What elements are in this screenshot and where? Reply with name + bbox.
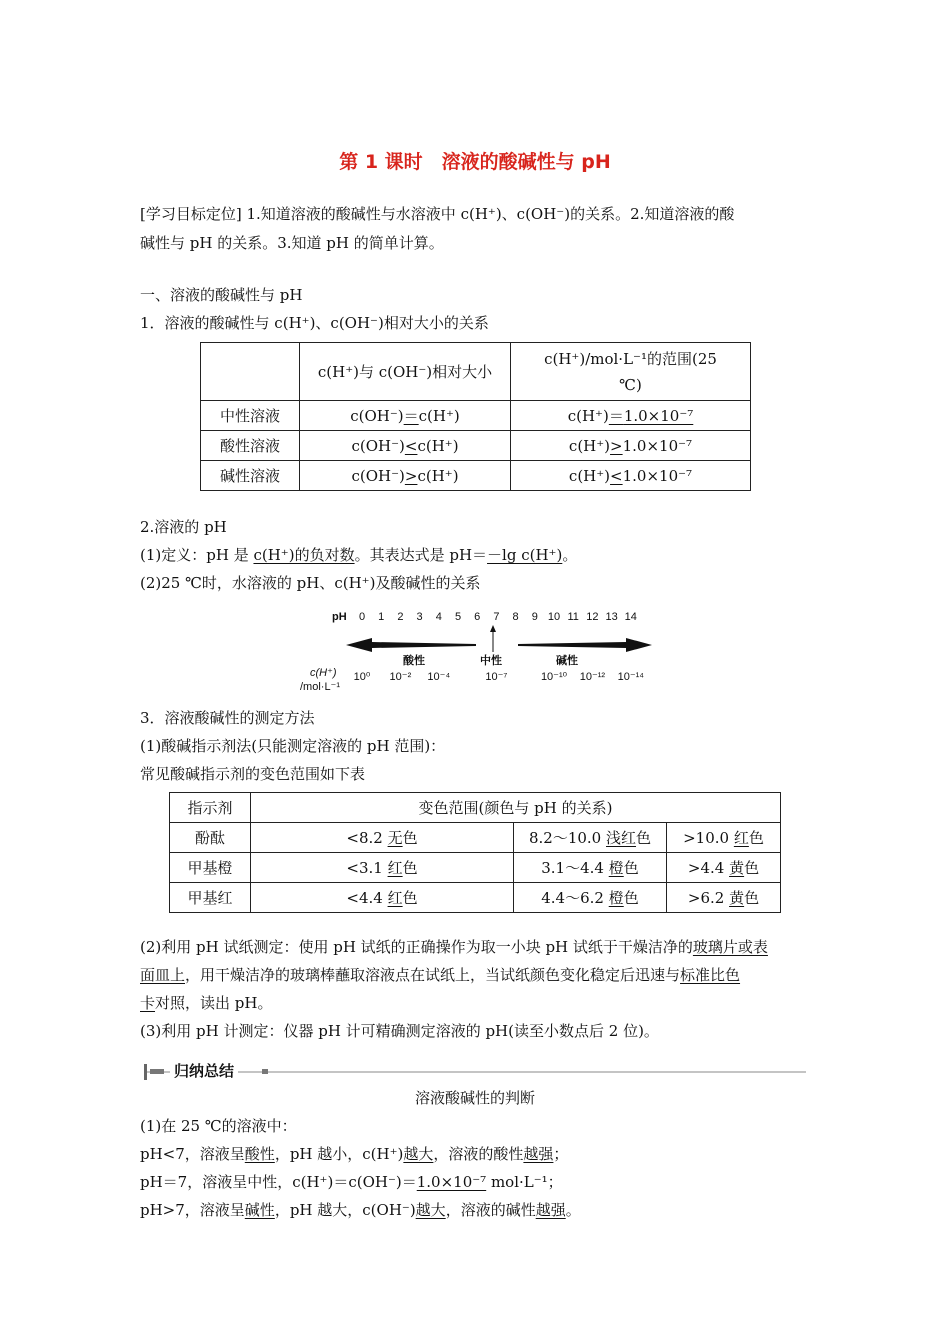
m2-answer-2a: 标准比色	[680, 966, 741, 984]
ph-tick-label: 13	[605, 611, 618, 623]
base-arrow	[518, 638, 652, 652]
row-range	[511, 461, 751, 491]
rng-left: c(H⁺)	[568, 436, 611, 455]
method-2-line-3	[140, 993, 272, 1013]
m2-text-c: 对照，读出 pH。	[155, 994, 273, 1012]
rel-op: >	[404, 466, 418, 485]
rng-right: 1.0×10⁻⁷	[622, 466, 693, 485]
range-high-value: >10.0	[683, 829, 734, 847]
objective-text-1: 1.知道溶液的酸碱性与水溶液中 c(H⁺)、c(OH⁻)的关系。2.知道溶液的酸	[241, 205, 735, 223]
range-high-suffix: 色	[748, 829, 764, 847]
range-mid-value: 4.4～6.2	[541, 889, 609, 907]
ph-tick-label: 9	[531, 611, 538, 623]
subheading-1: 1．溶液的酸碱性与 c(H⁺)、c(OH⁻)相对大小的关系	[140, 314, 489, 332]
summary-banner	[140, 1060, 810, 1082]
range-low-suffix: 色	[402, 889, 418, 907]
ph-tick-label: 5	[454, 611, 462, 623]
ch-tick-label: 10⁻¹⁰	[540, 671, 568, 683]
range-high-suffix: 色	[744, 859, 760, 877]
indicator-table	[169, 792, 781, 913]
def-answer-1: c(H⁺)的负对数	[253, 546, 355, 564]
row-name: 酸性溶液	[201, 431, 300, 461]
table-row	[170, 853, 781, 883]
banner-bar-left	[150, 1069, 164, 1074]
acid-arrow	[346, 638, 476, 652]
range-header-line-1: c(H⁺)/mol·L⁻¹的范围(25	[544, 349, 717, 368]
range-low	[251, 823, 514, 853]
range-mid	[514, 883, 667, 913]
l3-text-b: mol·L⁻¹；	[486, 1173, 563, 1191]
acid-label: 酸性	[403, 655, 425, 667]
ph-tick-label: 11	[567, 611, 579, 623]
m2-text-a: (2)利用 pH 试纸测定：使用 pH 试纸的正确操作为取一小块 pH 试纸于干燥洁净的	[140, 938, 693, 956]
range-mid-suffix: 色	[623, 859, 639, 877]
method-1: (1)酸碱指示剂法(只能测定溶液的 pH 范围)：	[140, 737, 446, 755]
neutral-label: 中性	[480, 655, 502, 667]
rel-op: ＝	[403, 407, 419, 425]
l2-answer-3: 越强	[523, 1145, 554, 1163]
l4-answer-3: 越强	[535, 1201, 566, 1219]
table-row	[170, 823, 781, 853]
summary-line-3	[140, 1172, 563, 1192]
banner-bar-right	[262, 1069, 268, 1074]
l3-text-a: pH＝7，溶液呈中性，c(H⁺)＝c(OH⁻)＝	[140, 1173, 417, 1191]
ph-tick-labels	[359, 611, 637, 623]
rel-left: c(OH⁻)	[351, 436, 405, 455]
l4-text-b: ，pH 越大，c(OH⁻)	[274, 1201, 416, 1219]
range-mid-color: 橙	[608, 889, 624, 907]
ch-tick-label: 10⁻¹²	[579, 671, 606, 683]
base-label: 碱性	[556, 655, 578, 667]
table-header-row	[201, 343, 751, 401]
objective-line-1	[140, 204, 734, 224]
rel-left: c(OH⁻)	[351, 466, 405, 485]
row-relation	[300, 431, 511, 461]
indicator-name: 甲基红	[170, 883, 251, 913]
subheading-3: 3．溶液酸碱性的测定方法	[140, 709, 315, 727]
banner-mark-left	[144, 1064, 147, 1080]
range-high-value: >4.4	[687, 859, 730, 877]
def-answer-2: －lg c(H⁺)	[487, 546, 563, 564]
def-text-c: 。	[562, 546, 578, 564]
ph-tick-label: 1	[378, 611, 385, 623]
ch-axis-label-2: /mol·L⁻¹	[300, 681, 341, 692]
rel-left: c(OH⁻)	[350, 407, 404, 425]
range-high-color: 黄	[729, 859, 745, 877]
l4-text-c: ，溶液的碱性	[445, 1201, 536, 1219]
range-high	[667, 823, 781, 853]
summary-title: 溶液酸碱性的判断	[414, 1089, 535, 1107]
method-2-line-1	[140, 937, 768, 957]
objective-label: [学习目标定位]	[140, 205, 242, 223]
table-header-range: 变色范围(颜色与 pH 的关系)	[251, 793, 781, 823]
ph-definition	[140, 545, 577, 565]
ch-axis-label-1: c(H⁺)	[310, 667, 337, 679]
range-low-color: 无	[387, 829, 403, 847]
range-high	[667, 883, 781, 913]
l2-text-d: ；	[553, 1145, 569, 1163]
m2-answer-1a: 玻璃片或表	[692, 938, 768, 956]
l4-text-d: 。	[565, 1201, 581, 1219]
ph-tick-label: 0	[358, 611, 366, 623]
ph-tick-label: 6	[474, 611, 481, 623]
def-text-b: 。其表达式是 pH＝	[354, 546, 488, 564]
table-header-row	[170, 793, 781, 823]
ch-tick-label: 10⁻²	[389, 671, 412, 683]
range-high-suffix: 色	[744, 889, 760, 907]
rng-right: 1.0×10⁻⁷	[623, 407, 694, 425]
ph-tick-label: 2	[397, 611, 404, 623]
range-high-value: >6.2	[687, 889, 730, 907]
range-mid-suffix: 色	[636, 829, 652, 847]
neutral-pointer-head	[490, 625, 496, 632]
row-relation	[300, 461, 511, 491]
table-row	[201, 401, 751, 431]
rng-left: c(H⁺)	[568, 466, 611, 485]
range-mid-color: 浅红	[606, 829, 637, 847]
method-2-line-2	[140, 965, 740, 985]
l2-text-a: pH<7，溶液呈	[140, 1145, 245, 1163]
row-relation	[300, 401, 511, 431]
indicator-name: 甲基橙	[170, 853, 251, 883]
range-mid-value: 8.2～10.0	[528, 829, 606, 847]
m2-answer-2b: 卡	[140, 994, 156, 1012]
range-low-color: 红	[387, 889, 403, 907]
table-row	[170, 883, 781, 913]
ch-tick-label: 10⁻⁷	[485, 671, 508, 683]
ph-scale-figure	[296, 604, 666, 692]
summary-line-1: (1)在 25 ℃的溶液中：	[140, 1117, 297, 1135]
ph-tick-label: 12	[586, 611, 599, 623]
table-header-range	[511, 343, 751, 401]
rel-op: <	[404, 436, 418, 455]
row-range	[511, 431, 751, 461]
range-mid-value: 3.1～4.4	[541, 859, 609, 877]
ph-tick-label: 14	[624, 611, 637, 623]
range-header-line-2: ℃)	[619, 375, 642, 394]
range-low-suffix: 色	[402, 859, 418, 877]
range-mid-suffix: 色	[623, 889, 639, 907]
rng-left: c(H⁺)	[567, 407, 609, 425]
l4-answer-2: 越大	[415, 1201, 446, 1219]
l4-answer-1: 碱性	[244, 1201, 275, 1219]
row-range	[511, 401, 751, 431]
subheading-2: 2.溶液的 pH	[140, 518, 227, 536]
range-high-color: 红	[733, 829, 749, 847]
page-title: 第 1 课时 溶液的酸碱性与 pH	[339, 151, 611, 173]
summary-line-2	[140, 1144, 568, 1164]
ph-tick-label: 3	[416, 611, 423, 623]
row-name: 中性溶液	[201, 401, 300, 431]
rel-right: c(H⁺)	[418, 407, 460, 425]
indicator-name: 酚酞	[170, 823, 251, 853]
ph-tick-label: 4	[435, 611, 442, 623]
ch-tick-label: 10⁰	[353, 671, 371, 683]
rel-right: c(H⁺)	[417, 466, 459, 485]
method-1-note: 常见酸碱指示剂的变色范围如下表	[140, 765, 366, 783]
ch-tick-label: 10⁻¹⁴	[617, 671, 645, 683]
ph-tick-label: 7	[493, 611, 500, 623]
range-low	[251, 853, 514, 883]
table-row	[201, 431, 751, 461]
section-heading: 一、溶液的酸碱性与 pH	[140, 286, 303, 304]
table-header-relation: c(H⁺)与 c(OH⁻)相对大小	[300, 343, 511, 401]
acidity-table	[200, 342, 751, 491]
range-low-color: 红	[387, 859, 403, 877]
rel-right: c(H⁺)	[417, 436, 459, 455]
range-mid-color: 橙	[608, 859, 624, 877]
range-high-color: 黄	[729, 889, 745, 907]
l3-answer-1: 1.0×10⁻⁷	[416, 1173, 487, 1191]
rng-right: 1.0×10⁻⁷	[622, 436, 693, 455]
ch-tick-labels	[354, 671, 645, 683]
ph-tick-label: 10	[547, 611, 561, 623]
summary-banner-label: 归纳总结	[170, 1060, 238, 1081]
l2-text-c: ，溶液的酸性	[433, 1145, 524, 1163]
range-low-value: <8.2	[346, 829, 388, 847]
l2-text-b: ，pH 越小，c(H⁺)	[274, 1145, 404, 1163]
range-low-value: <3.1	[346, 859, 388, 877]
l2-answer-1: 酸性	[244, 1145, 275, 1163]
range-low-value: <4.4	[346, 889, 388, 907]
def-text-a: (1)定义：pH 是	[140, 546, 254, 564]
rng-op: ＝	[608, 407, 624, 425]
l2-answer-2: 越大	[403, 1145, 434, 1163]
rng-op: <	[610, 466, 623, 485]
m2-text-b: ，用干燥洁净的玻璃棒蘸取溶液点在试纸上，当试纸颜色变化稳定后迅速与	[185, 966, 681, 984]
table-row	[201, 461, 751, 491]
ph-relation-intro: (2)25 ℃时，水溶液的 pH、c(H⁺)及酸碱性的关系	[140, 574, 481, 592]
table-header-indicator: 指示剂	[170, 793, 251, 823]
ph-tick-label: 8	[512, 611, 519, 623]
table-header-empty	[201, 343, 300, 401]
range-low-suffix: 色	[402, 829, 418, 847]
l4-text-a: pH>7，溶液呈	[140, 1201, 245, 1219]
ph-axis-label: pH	[332, 611, 347, 623]
ch-tick-label: 10⁻⁴	[427, 671, 451, 683]
range-mid	[514, 853, 667, 883]
row-name: 碱性溶液	[201, 461, 300, 491]
range-low	[251, 883, 514, 913]
range-high	[667, 853, 781, 883]
summary-line-4	[140, 1200, 581, 1220]
m2-answer-1b: 面皿上	[140, 966, 186, 984]
objective-line-2: 碱性与 pH 的关系。3.知道 pH 的简单计算。	[140, 234, 444, 252]
method-3: (3)利用 pH 计测定：仪器 pH 计可精确测定溶液的 pH(读至小数点后 2 位)。	[140, 1022, 659, 1040]
range-mid	[514, 823, 667, 853]
rng-op: >	[610, 436, 623, 455]
